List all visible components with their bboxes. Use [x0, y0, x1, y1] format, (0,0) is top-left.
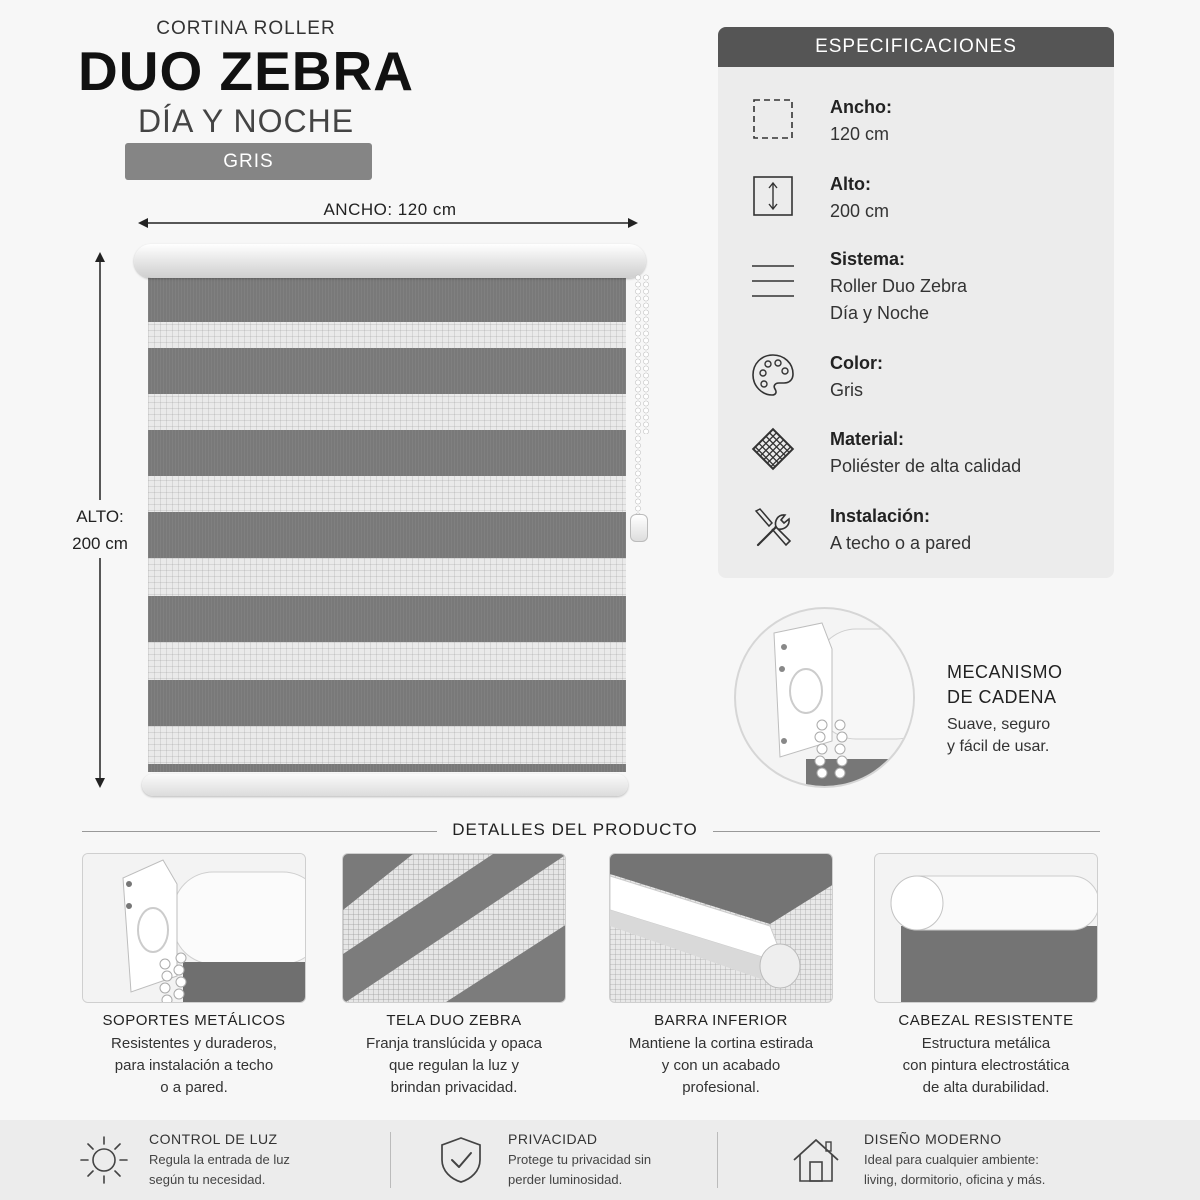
mechanism-title-line2: DE CADENA	[947, 687, 1057, 707]
fabric-opaque-band	[148, 680, 626, 726]
product-subtitle: DÍA Y NOCHE	[137, 103, 355, 139]
shield-check-icon	[435, 1134, 487, 1186]
detail-desc-line: de alta durabilidad.	[922, 1079, 1050, 1096]
horizontal-lines-icon	[750, 258, 796, 304]
dashed-square-icon	[750, 96, 796, 142]
spec-value: Gris	[830, 380, 863, 400]
feature-privacy	[391, 1120, 717, 1200]
chain-weight	[630, 514, 648, 542]
detail-description	[342, 1033, 566, 1099]
feature-description	[149, 1150, 290, 1190]
feature-desc-line: living, dormitorio, oficina y más.	[864, 1172, 1046, 1187]
feature-title: DISEÑO MODERNO	[864, 1131, 1002, 1147]
height-label-line2: 200 cm	[72, 534, 128, 553]
palette-icon	[750, 352, 796, 398]
detail-title: SOPORTES METÁLICOS	[102, 1012, 286, 1029]
vertical-arrow-box-icon	[750, 173, 796, 219]
spec-label: Color:	[830, 353, 883, 373]
spec-material	[718, 426, 1114, 486]
detail-desc-line: Mantiene la cortina estirada	[628, 1035, 814, 1052]
spec-height	[718, 171, 1114, 231]
feature-desc-line: según tu necesidad.	[149, 1172, 266, 1187]
spec-value: Día y Noche	[830, 303, 930, 323]
chain-mechanism-closeup	[734, 607, 915, 788]
detail-image-fabric	[342, 853, 566, 1003]
mechanism-title-line1: MECANISMO	[947, 662, 1063, 682]
width-dimension-label: ANCHO: 120 cm	[323, 200, 457, 219]
detail-title: CABEZAL RESISTENTE	[898, 1012, 1074, 1029]
pull-chain	[634, 274, 642, 524]
spec-value: A techo o a pared	[830, 533, 972, 553]
blind-fabric	[148, 276, 626, 770]
feature-title: PRIVACIDAD	[508, 1131, 598, 1147]
fabric-opaque-band	[148, 764, 626, 772]
fabric-opaque-band	[148, 512, 626, 558]
roller-blind-illustration	[134, 244, 654, 800]
features-footer	[0, 1120, 1200, 1200]
product-title: DUO ZEBRA	[78, 40, 414, 102]
fabric-opaque-band	[148, 430, 626, 476]
mechanism-desc-line2: y fácil de usar.	[947, 738, 1050, 755]
feature-desc-line: Ideal para cualquier ambiente:	[864, 1152, 1039, 1167]
spec-value: Poliéster de alta calidad	[830, 456, 1022, 476]
product-eyebrow: CORTINA ROLLER	[156, 18, 336, 39]
details-section-title: DETALLES DEL PRODUCTO	[452, 820, 698, 839]
detail-desc-line: para instalación a techo	[114, 1057, 274, 1074]
specifications-panel	[718, 27, 1114, 578]
spec-value: 120 cm	[830, 124, 890, 144]
spec-value: 200 cm	[830, 201, 890, 221]
detail-metal-brackets	[82, 853, 306, 1099]
detail-description	[609, 1033, 833, 1099]
detail-desc-line: y con un acabado	[661, 1057, 781, 1074]
detail-title: TELA DUO ZEBRA	[386, 1012, 522, 1029]
detail-resistant-head	[874, 853, 1098, 1099]
spec-label: Sistema:	[830, 249, 906, 269]
detail-desc-line: Franja translúcida y opaca	[366, 1035, 542, 1052]
detail-desc-line: o a pared.	[160, 1079, 228, 1096]
detail-image-brackets	[82, 853, 306, 1003]
spec-width	[718, 94, 1114, 154]
section-divider	[713, 831, 1100, 832]
detail-description	[82, 1033, 306, 1099]
detail-desc-line: profesional.	[682, 1079, 760, 1096]
feature-description	[864, 1150, 1045, 1190]
detail-desc-line: Estructura metálica	[921, 1035, 1051, 1052]
detail-image-bottom-bar	[609, 853, 833, 1003]
detail-bottom-bar	[609, 853, 833, 1099]
detail-desc-line: brindan privacidad.	[390, 1079, 518, 1096]
specifications-header: ESPECIFICACIONES	[718, 27, 1114, 67]
height-label-line1: ALTO:	[76, 507, 124, 526]
spec-installation	[718, 503, 1114, 563]
pull-chain	[642, 274, 650, 434]
product-header	[60, 18, 432, 140]
detail-zebra-fabric	[342, 853, 566, 1099]
house-icon	[790, 1134, 842, 1186]
mechanism-title	[947, 660, 1063, 710]
detail-desc-line: que regulan la luz y	[388, 1057, 520, 1074]
spec-system	[718, 246, 1114, 330]
feature-desc-line: Regula la entrada de luz	[149, 1152, 290, 1167]
chain-mechanism-drawing	[736, 609, 915, 788]
detail-image-head	[874, 853, 1098, 1003]
spec-label: Instalación:	[830, 506, 931, 526]
sun-icon	[78, 1134, 130, 1186]
fabric-opaque-band	[148, 276, 626, 322]
width-dimension-arrow	[138, 215, 638, 231]
feature-description	[508, 1150, 651, 1190]
detail-title: BARRA INFERIOR	[654, 1012, 788, 1029]
detail-desc-line: Resistentes y duraderos,	[111, 1035, 277, 1052]
spec-color	[718, 350, 1114, 410]
mechanism-desc-line1: Suave, seguro	[947, 716, 1051, 733]
detail-description	[874, 1033, 1098, 1099]
section-divider	[82, 831, 437, 832]
feature-desc-line: perder luminosidad.	[508, 1172, 623, 1187]
blind-bottom-rail	[142, 774, 628, 796]
detail-desc-line: con pintura electrostática	[902, 1057, 1070, 1074]
fabric-mesh-icon	[750, 426, 796, 472]
feature-title: CONTROL DE LUZ	[149, 1131, 278, 1147]
blind-headrail	[134, 244, 646, 278]
color-badge: GRIS	[125, 143, 372, 180]
spec-label: Alto:	[830, 174, 871, 194]
spec-value: Roller Duo Zebra	[830, 276, 968, 296]
tools-icon	[750, 505, 796, 551]
spec-label: Ancho:	[830, 97, 892, 117]
fabric-opaque-band	[148, 596, 626, 642]
fabric-opaque-band	[148, 348, 626, 394]
mechanism-description	[947, 714, 1050, 758]
feature-light-control	[0, 1120, 390, 1200]
feature-modern-design	[718, 1120, 1200, 1200]
spec-label: Material:	[830, 429, 905, 449]
feature-desc-line: Protege tu privacidad sin	[508, 1152, 652, 1167]
